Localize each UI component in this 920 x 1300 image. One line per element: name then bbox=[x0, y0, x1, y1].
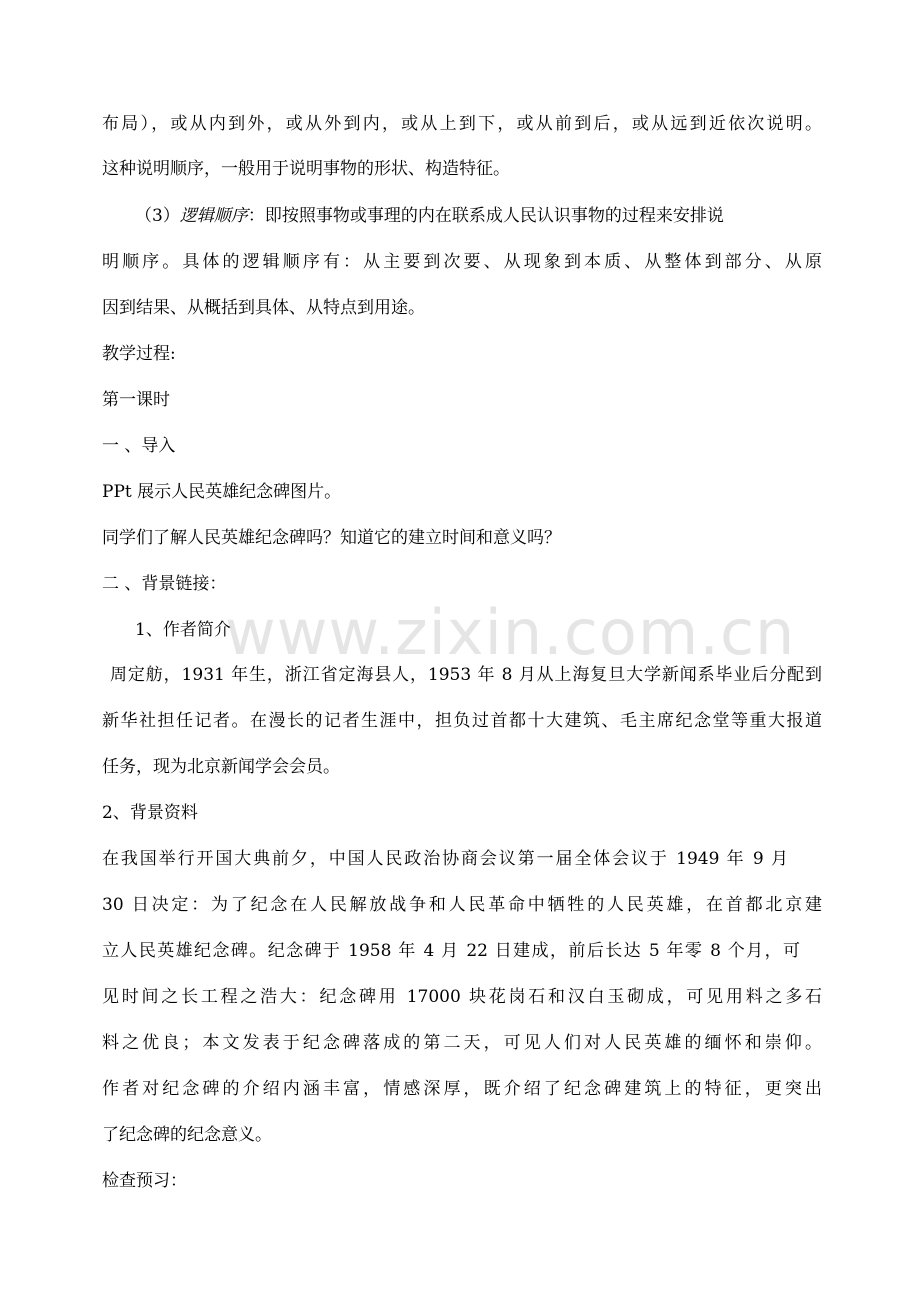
paragraph-line bbox=[135, 204, 822, 228]
paragraph-line: 任务，现为北京新闻学会会员。 bbox=[102, 757, 340, 777]
paragraph-line: 立人民英雄纪念碑。纪念碑于 1958 年 4 月 22 日建成，前后长达 5 年零 8 个月，可 bbox=[102, 941, 800, 961]
section-heading: 第一课时 bbox=[102, 390, 170, 410]
paragraph-line: 布局），或从内到外，或从外到内，或从上到下，或从前到后，或从远到近依次说明。 bbox=[102, 114, 822, 134]
section-heading: 教学过程: bbox=[102, 344, 176, 364]
paragraph-line: 因到结果、从概括到具体、从特点到用途。 bbox=[102, 298, 425, 318]
paragraph-line: 周定舫，1931 年生，浙江省定海县人，1953 年 8 月从上海复旦大学新闻系毕业后分配到 bbox=[110, 665, 822, 685]
paragraph-line: 明顺序。具体的逻辑顺序有：从主要到次要、从现象到本质、从整体到部分、从原 bbox=[102, 252, 822, 272]
section-heading: 二 、背景链接： bbox=[102, 574, 227, 594]
paragraph-line: 这种说明顺序，一般用于说明事物的形状、构造特征。 bbox=[102, 159, 510, 179]
subsection-heading: 2、背景资料 bbox=[102, 803, 198, 823]
list-number: （3） bbox=[135, 206, 180, 226]
paragraph-line: 在我国举行开国大典前夕，中国人民政治协商会议第一届全体会议于 1949 年 9 月 bbox=[102, 849, 788, 869]
term-italic: 逻辑顺序 bbox=[179, 206, 248, 226]
paragraph-line: 作者对纪念碑的介绍内涵丰富，情感深厚，既介绍了纪念碑建筑上的特征，更突出 bbox=[102, 1079, 822, 1099]
watermark-text: www.zixin.com.cn bbox=[225, 596, 796, 669]
paragraph-line: PPt 展示人民英雄纪念碑图片。 bbox=[102, 482, 342, 502]
term-definition: ：即按照事物或事理的内在联系成人民认识事物的过程来安排说 bbox=[247, 206, 724, 226]
section-heading: 一 、导入 bbox=[102, 436, 176, 456]
paragraph-line: 了纪念碑的纪念意义。 bbox=[102, 1125, 272, 1145]
paragraph-line: 30 日决定：为了纪念在人民解放战争和人民革命中牺牲的人民英雄，在首都北京建 bbox=[102, 895, 822, 915]
paragraph-line: 料之优良；本文发表于纪念碑落成的第二天，可见人们对人民英雄的缅怀和崇仰。 bbox=[102, 1033, 822, 1053]
paragraph-line: 见时间之长工程之浩大：纪念碑用 17000 块花岗石和汉白玉砌成，可见用料之多石 bbox=[102, 987, 822, 1007]
paragraph-line: 同学们了解人民英雄纪念碑吗？知道它的建立时间和意义吗？ bbox=[102, 528, 561, 548]
section-heading: 检查预习： bbox=[102, 1171, 187, 1191]
subsection-heading: 1、作者简介 bbox=[135, 620, 231, 640]
paragraph-line: 新华社担任记者。在漫长的记者生涯中，担负过首都十大建筑、毛主席纪念堂等重大报道 bbox=[102, 711, 822, 731]
